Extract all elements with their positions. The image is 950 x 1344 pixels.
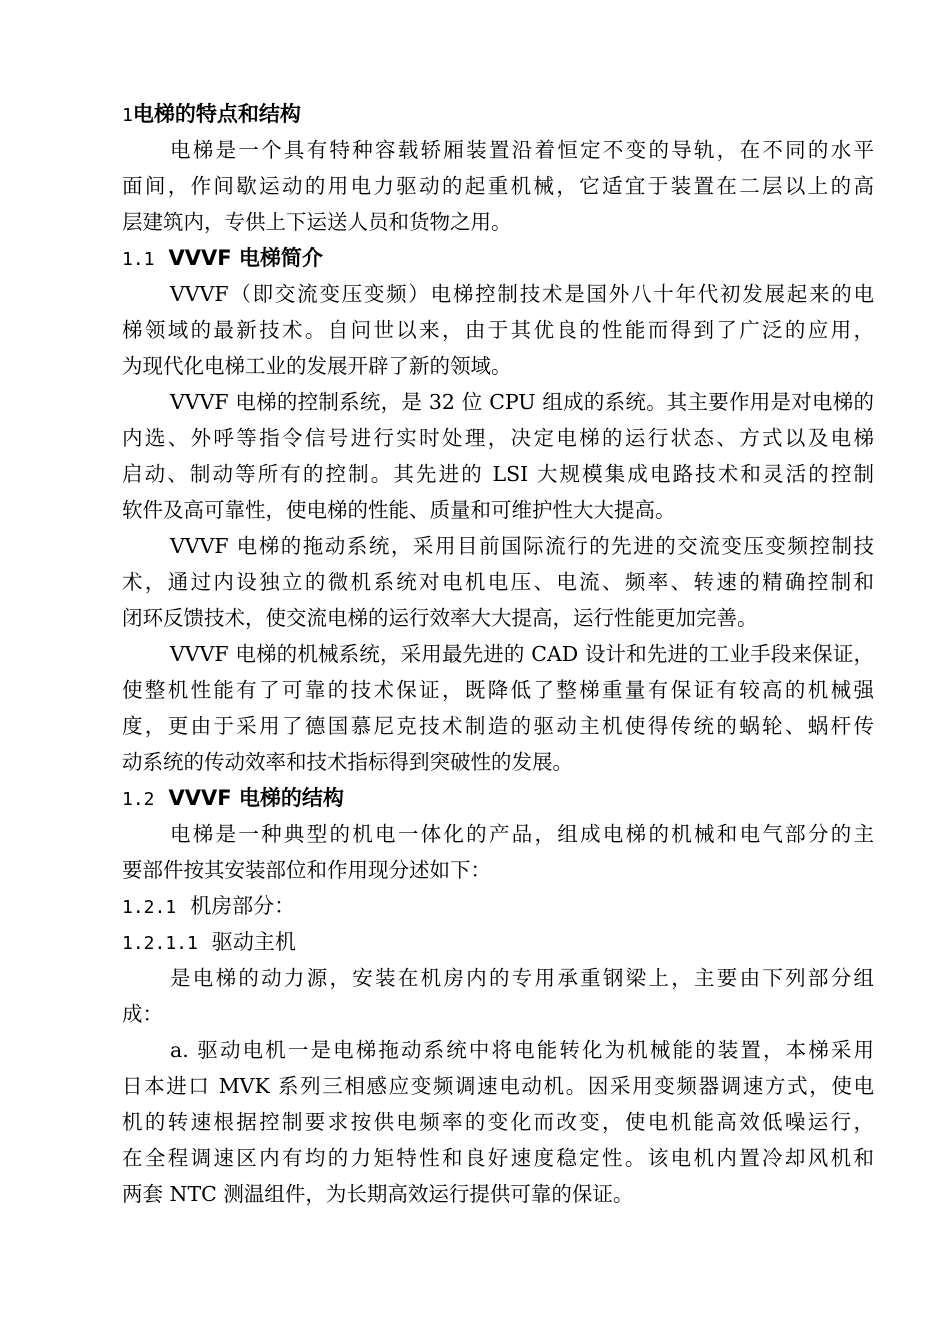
paragraph-line: 机的转速根据控制要求按供电频率的变化而改变，使电机能高效低噪运行，: [122, 1110, 874, 1134]
paragraph-line: 两套 NTC 测温组件，为长期高效运行提供可靠的保证。: [122, 1182, 634, 1206]
paragraph-line: VVVF 电梯的拖动系统，采用目前国际流行的先进的交流变压变频控制技: [170, 534, 874, 558]
section-title: 驱动主机: [211, 930, 296, 954]
section-title: 机房部分：: [190, 894, 296, 918]
paragraph-line: 使整机性能有了可靠的技术保证，既降低了整梯重量有保证有较高的机械强: [122, 678, 874, 702]
paragraph-line: 动系统的传动效率和技术指标得到突破性的发展。: [122, 750, 573, 774]
section-number: 1.2.1: [122, 897, 177, 918]
paragraph: [122, 816, 874, 888]
section-heading: [122, 240, 874, 276]
section-number: 1.1: [122, 249, 155, 270]
paragraph-line: 成：: [122, 1002, 163, 1026]
paragraph-line: 为现代化电梯工业的发展开辟了新的领域。: [122, 354, 512, 378]
section-title: VVVF 电梯简介: [168, 246, 323, 270]
paragraph-line: VVVF 电梯的机械系统，采用最先进的 CAD 设计和先进的工业手段来保证，: [170, 642, 874, 666]
section-title: VVVF 电梯的结构: [168, 786, 344, 810]
section-number: 1.2: [122, 789, 155, 810]
paragraph-line: 要部件按其安装部位和作用现分述如下：: [122, 858, 491, 882]
paragraph-line: 面间，作间歇运动的用电力驱动的起重机械，它适宜于装置在二层以上的高: [122, 174, 874, 198]
paragraph: [122, 132, 874, 240]
section-heading: [122, 780, 874, 816]
paragraph: [122, 276, 874, 384]
paragraph: [122, 384, 874, 528]
paragraph-line: 电梯是一种典型的机电一体化的产品，组成电梯的机械和电气部分的主: [170, 822, 874, 846]
section-heading: [122, 96, 874, 132]
paragraph-line: 日本进口 MVK 系列三相感应变频调速电动机。因采用变频器调速方式，使电: [122, 1074, 874, 1098]
paragraph-line: a. 驱动电机一是电梯拖动系统中将电能转化为机械能的装置，本梯采用: [170, 1038, 874, 1062]
paragraph-line: 术，通过内设独立的微机系统对电机电压、电流、频率、转速的精确控制和: [122, 570, 874, 594]
paragraph: [122, 528, 874, 636]
paragraph: [122, 960, 874, 1032]
paragraph: [122, 1032, 874, 1212]
paragraph-line: 闭环反馈技术，使交流电梯的运行效率大大提高，运行性能更加完善。: [122, 606, 758, 630]
document-body: [122, 96, 874, 1212]
section-number: 1: [122, 105, 133, 126]
paragraph-line: 在全程调速区内有均的力矩特性和良好速度稳定性。该电机内置冷却风机和: [122, 1146, 874, 1170]
paragraph-line: 层建筑内，专供上下运送人员和货物之用。: [122, 210, 512, 234]
paragraph-line: 软件及高可靠性，使电梯的性能、质量和可维护性大大提高。: [122, 498, 676, 522]
paragraph-line: 启动、制动等所有的控制。其先进的 LSI 大规模集成电路技术和灵活的控制: [122, 462, 874, 486]
paragraph-line: 度，更由于采用了德国慕尼克技术制造的驱动主机使得传统的蜗轮、蜗杆传: [122, 714, 874, 738]
section-heading: [122, 888, 874, 924]
section-title: 电梯的特点和结构: [132, 102, 301, 126]
paragraph-line: 梯领域的最新技术。自问世以来，由于其优良的性能而得到了广泛的应用，: [122, 318, 874, 342]
paragraph-line: VVVF 电梯的控制系统，是 32 位 CPU 组成的系统。其主要作用是对电梯的: [170, 390, 874, 414]
section-number: 1.2.1.1: [122, 933, 198, 954]
paragraph-line: 是电梯的动力源，安装在机房内的专用承重钢梁上，主要由下列部分组: [170, 966, 874, 990]
paragraph: [122, 636, 874, 780]
paragraph-line: VVVF（即交流变压变频）电梯控制技术是国外八十年代初发展起来的电: [170, 282, 874, 306]
paragraph-line: 内选、外呼等指令信号进行实时处理，决定电梯的运行状态、方式以及电梯: [122, 426, 874, 450]
paragraph-line: 电梯是一个具有特种容载轿厢装置沿着恒定不变的导轨，在不同的水平: [170, 138, 874, 162]
section-heading: [122, 924, 874, 960]
